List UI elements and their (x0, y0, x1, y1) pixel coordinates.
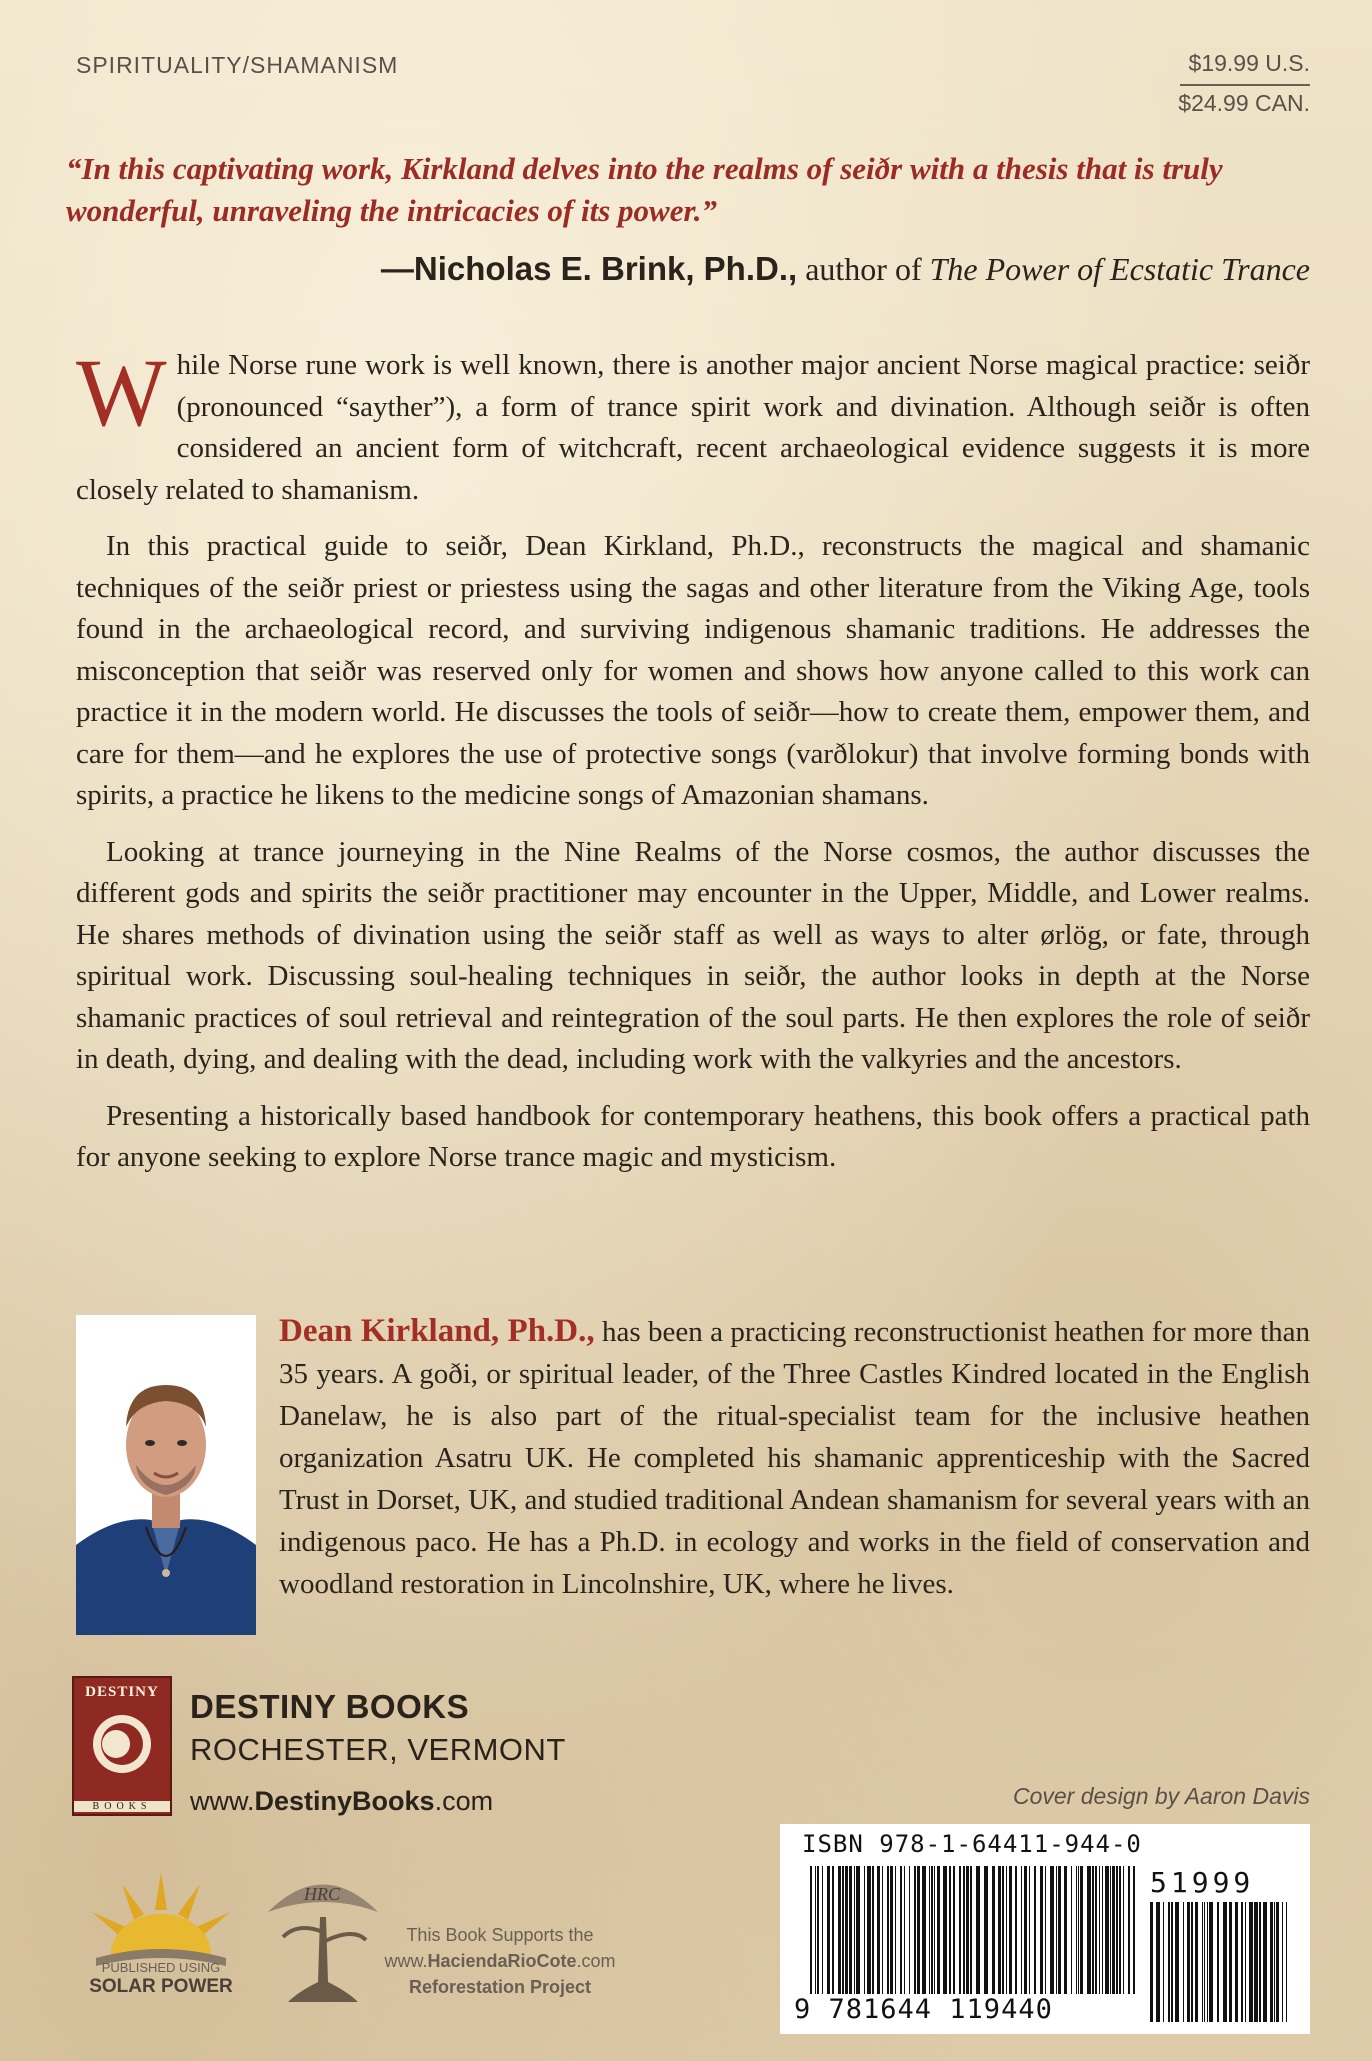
barcode-bar (934, 1866, 935, 1994)
price-divider (1180, 84, 1310, 86)
hrc-line-3: Reforestation Project (408, 1977, 592, 1997)
barcode-bar (970, 1866, 972, 1994)
barcode-bar (931, 1866, 933, 1994)
barcode-bar (1034, 1866, 1036, 1994)
author-photo (76, 1315, 256, 1635)
barcode-bar (854, 1866, 855, 1994)
barcode-bar (914, 1866, 916, 1994)
barcode-bar (1274, 1902, 1275, 2022)
description-paragraph-4: Presenting a historically based handbook for contemporary heathens, this book offers a practical path for anyone seeking to explore Norse trance magic and mysticism. (76, 1099, 1310, 1173)
barcode-bar (1119, 1866, 1121, 1994)
author-bio-text: has been a practicing reconstructionist heathen for more than 35 years. A goði, or spiritual leader, of the Three Castles Kindred located in the English Danelaw, he is also part of the ritual-specialist team for the inclusive heathen organization Asatru UK. He completed his shamanic apprenticeship with the Sacred Trust in Dorset, UK, and studied traditional Andean shamanism for several years with an indigenous paco. He has a Ph.D. in ecology and works in the field of conservation and woodland restoration in Lincolnshire, UK, where he lives. (279, 1316, 1310, 1600)
barcode-bar (832, 1866, 834, 1994)
barcode-bar (1254, 1902, 1258, 2022)
barcode-bar (953, 1866, 955, 1994)
solar-line-2: SOLAR POWER (89, 1976, 233, 1997)
barcode-bar (1195, 1902, 1198, 2022)
barcode-bar (827, 1866, 830, 1994)
barcode-bar (890, 1866, 893, 1994)
barcode-bar (817, 1866, 819, 1994)
barcode-bar (1207, 1902, 1208, 2022)
endorser-work-title: The Power of Ecstatic Trance (929, 251, 1310, 287)
barcode-bar (1092, 1866, 1094, 1994)
barcode-bar (895, 1866, 896, 1994)
barcode-bar (887, 1866, 889, 1994)
barcode-bar (1241, 1902, 1243, 2022)
barcode-bar (1024, 1866, 1027, 1994)
publisher-name: DESTINY BOOKS (190, 1688, 470, 1725)
barcode-bar (909, 1866, 910, 1994)
url-prefix: www. (190, 1786, 255, 1816)
sun-emblem-icon (90, 1712, 154, 1776)
barcode-bar (842, 1866, 844, 1994)
barcode-bar (1263, 1902, 1267, 2022)
description-paragraph-3: Looking at trance journeying in the Nine Realms of the Norse cosmos, the author discusses the different gods and spirits the seiðr practitioner may encounter in the Upper, Middle, and Lower realms. He shares methods of divination using the seiðr staff as well as ways to alter ørlög, or fate, through spiritual work. Discussing soul-healing techniques in seiðr, the author looks in depth at the Norse shamanic practices of soul retrieval and reintegration of the soul parts. He then explores the role of seiðr in death, dying, and dealing with the dead, including work with the valkyries and the ancestors. (76, 835, 1310, 1075)
barcode-bar (1123, 1866, 1124, 1994)
barcode-bar (1235, 1902, 1238, 2022)
hrc-line-2[interactable] (360, 1948, 640, 1974)
barcode-bar (849, 1866, 852, 1994)
price-addon-digits: 51999 (1150, 1866, 1255, 1899)
hrc-url-brand: HaciendaRioCote (427, 1951, 577, 1971)
barcode-bar (1029, 1866, 1030, 1994)
author-bio (279, 1310, 1310, 1605)
barcode-bar (1171, 1902, 1173, 2022)
category-label: SPIRITUALITY/SHAMANISM (76, 52, 399, 78)
barcode-bar (1050, 1866, 1054, 1994)
barcode-bar (1064, 1866, 1067, 1994)
barcode-bar (872, 1866, 874, 1994)
barcode-bar (1128, 1866, 1130, 1994)
solar-line-1: PUBLISHED USING (101, 1960, 221, 1975)
barcode-bar (1105, 1866, 1109, 1994)
publisher-location: ROCHESTER, VERMONT (190, 1732, 566, 1767)
barcode-bar (943, 1866, 947, 1994)
isbn-barcode (780, 1824, 1310, 2034)
barcode-bar (1229, 1902, 1232, 2022)
barcode-bar (1021, 1866, 1022, 1994)
hrc-support-text (360, 1922, 640, 2000)
barcode-bar (949, 1866, 951, 1994)
barcode-bar (1163, 1902, 1164, 2022)
barcode-bar (1099, 1866, 1100, 1994)
hrc-url-prefix: www. (384, 1951, 428, 1971)
barcode-bar (1102, 1866, 1103, 1994)
addon-barcode-bars (1150, 1902, 1300, 2022)
barcode-bar (1187, 1902, 1190, 2022)
barcode-bar (959, 1866, 961, 1994)
barcode-bar (904, 1866, 905, 1994)
barcode-bar (822, 1866, 823, 1994)
barcode-bar (1286, 1902, 1287, 2022)
barcode-bar (1116, 1866, 1118, 1994)
barcode-bar (1270, 1902, 1273, 2022)
barcode-bar (1204, 1902, 1205, 2022)
barcode-bar (998, 1866, 1001, 1994)
barcode-bar (1259, 1902, 1261, 2022)
barcode-bar (963, 1866, 965, 1994)
cover-design-credit: Cover design by Aaron Davis (1012, 1783, 1310, 1809)
barcode-bar (1040, 1866, 1043, 1994)
barcode-bar (1156, 1902, 1160, 2022)
drop-cap: W (76, 339, 167, 446)
barcode-bar (937, 1866, 940, 1994)
barcode-bar (1058, 1866, 1061, 1994)
barcode-bar (1245, 1902, 1246, 2022)
barcode-bar (976, 1866, 980, 1994)
author-of-text: author of (797, 251, 930, 287)
author-portrait-image (76, 1315, 256, 1635)
barcode-bar (1282, 1902, 1283, 2022)
endorsement-quote: “In this captivating work, Kirkland delves into the realms of seiðr with a thesis that is truly wonderful, unraveling the intricacies of its power.” (66, 151, 1223, 228)
price-can: $24.99 CAN. (1178, 90, 1310, 116)
endorsement-attribution (381, 250, 1310, 288)
barcode-bar (1095, 1866, 1097, 1994)
barcode-bar (1002, 1866, 1004, 1994)
paragraph-1-text: hile Norse rune work is well known, there is another major ancient Norse magical practice: seiðr (pronounced “sayther”), a form of trance spirit work and divination. Although seiðr is often considered an ancient form of witchcraft, recent archaeological evidence suggests it is more closely related to shamanism. (76, 349, 1310, 506)
barcode-bar (984, 1866, 988, 1994)
barcode-bar (864, 1866, 865, 1994)
barcode-bar (1168, 1902, 1170, 2022)
destiny-books-logo (72, 1676, 172, 1816)
barcode-bar (1209, 1902, 1213, 2022)
barcode-bar (838, 1866, 841, 1994)
barcode-bar (856, 1866, 860, 1994)
hrc-line-1: This Book Supports the (406, 1925, 594, 1945)
barcode-bar (1071, 1866, 1072, 1994)
barcode-bar (1056, 1866, 1057, 1994)
logo-top-text: DESTINY (85, 1684, 159, 1700)
barcode-bar (1276, 1902, 1279, 2022)
logo-bottom-text: BOOKS (74, 1801, 170, 1812)
price-us: $19.99 U.S. (1188, 50, 1310, 76)
barcode-bar (1202, 1902, 1203, 2022)
barcode-bar (992, 1866, 995, 1994)
description-paragraph-1 (76, 339, 1310, 511)
barcode-bar (1133, 1866, 1135, 1994)
barcode-bar (1217, 1902, 1219, 2022)
barcode-bar (966, 1866, 969, 1994)
barcode-bar (810, 1866, 812, 1994)
barcode-bar (1015, 1866, 1017, 1994)
barcode-bar (877, 1866, 880, 1994)
isbn-number: ISBN 978-1-64411-944-0 (802, 1830, 1142, 1858)
publisher-url[interactable] (190, 1786, 493, 1817)
barcode-bar (1087, 1866, 1091, 1994)
endorser-name: —Nicholas E. Brink, Ph.D., (380, 250, 798, 287)
book-description (76, 339, 1310, 1194)
barcode-bar (1150, 1902, 1153, 2022)
barcode-bar (1112, 1866, 1115, 1994)
barcode-bar (1006, 1866, 1007, 1994)
barcode-bar (1175, 1902, 1179, 2022)
barcode-bar (917, 1866, 920, 1994)
description-paragraph-2: In this practical guide to seiðr, Dean Kirkland, Ph.D., reconstructs the magical and shamanic techniques of the seiðr priest or priestess using the sagas and other literature from the Viking Age, tools found in the archaeological record, and surviving indigenous shamanic traditions. He addresses the misconception that seiðr was reserved only for women and shows how anyone called to this work can practice it in the modern world. He discusses the tools of seiðr—how to create them, empower them, and care for them—and he explores the use of protective songs (varðlokur) that involve forming bonds with spirits, a practice he likens to the medicine songs of Amazonian shamans. (76, 530, 1310, 811)
barcode-bar (1110, 1866, 1111, 1994)
barcode-bar (1009, 1866, 1012, 1994)
barcode-bar (900, 1866, 902, 1994)
hrc-url-suffix: .com (576, 1951, 616, 1971)
barcode-bar (1183, 1902, 1184, 2022)
barcode-bar (929, 1866, 930, 1994)
author-name: Dean Kirkland, Ph.D., (279, 1313, 595, 1349)
barcode-bar (1080, 1866, 1083, 1994)
barcode-bar (815, 1866, 816, 1994)
barcode-bar (1045, 1866, 1046, 1994)
barcode-bar (1078, 1866, 1079, 1994)
barcode-bar (845, 1866, 848, 1994)
barcode-bar (867, 1866, 871, 1994)
ean-digits: 9 781644 119440 (794, 1994, 1053, 2025)
barcode-bar (1249, 1902, 1253, 2022)
barcode-bar (882, 1866, 883, 1994)
url-brand: DestinyBooks (254, 1786, 435, 1816)
barcode-bar (1223, 1902, 1227, 2022)
barcode-bar (922, 1866, 926, 1994)
url-suffix: .com (434, 1786, 494, 1816)
hrc-mark-text: HRC (304, 1884, 340, 1904)
barcode-bar (1076, 1866, 1077, 1994)
barcode-bar (1191, 1902, 1193, 2022)
